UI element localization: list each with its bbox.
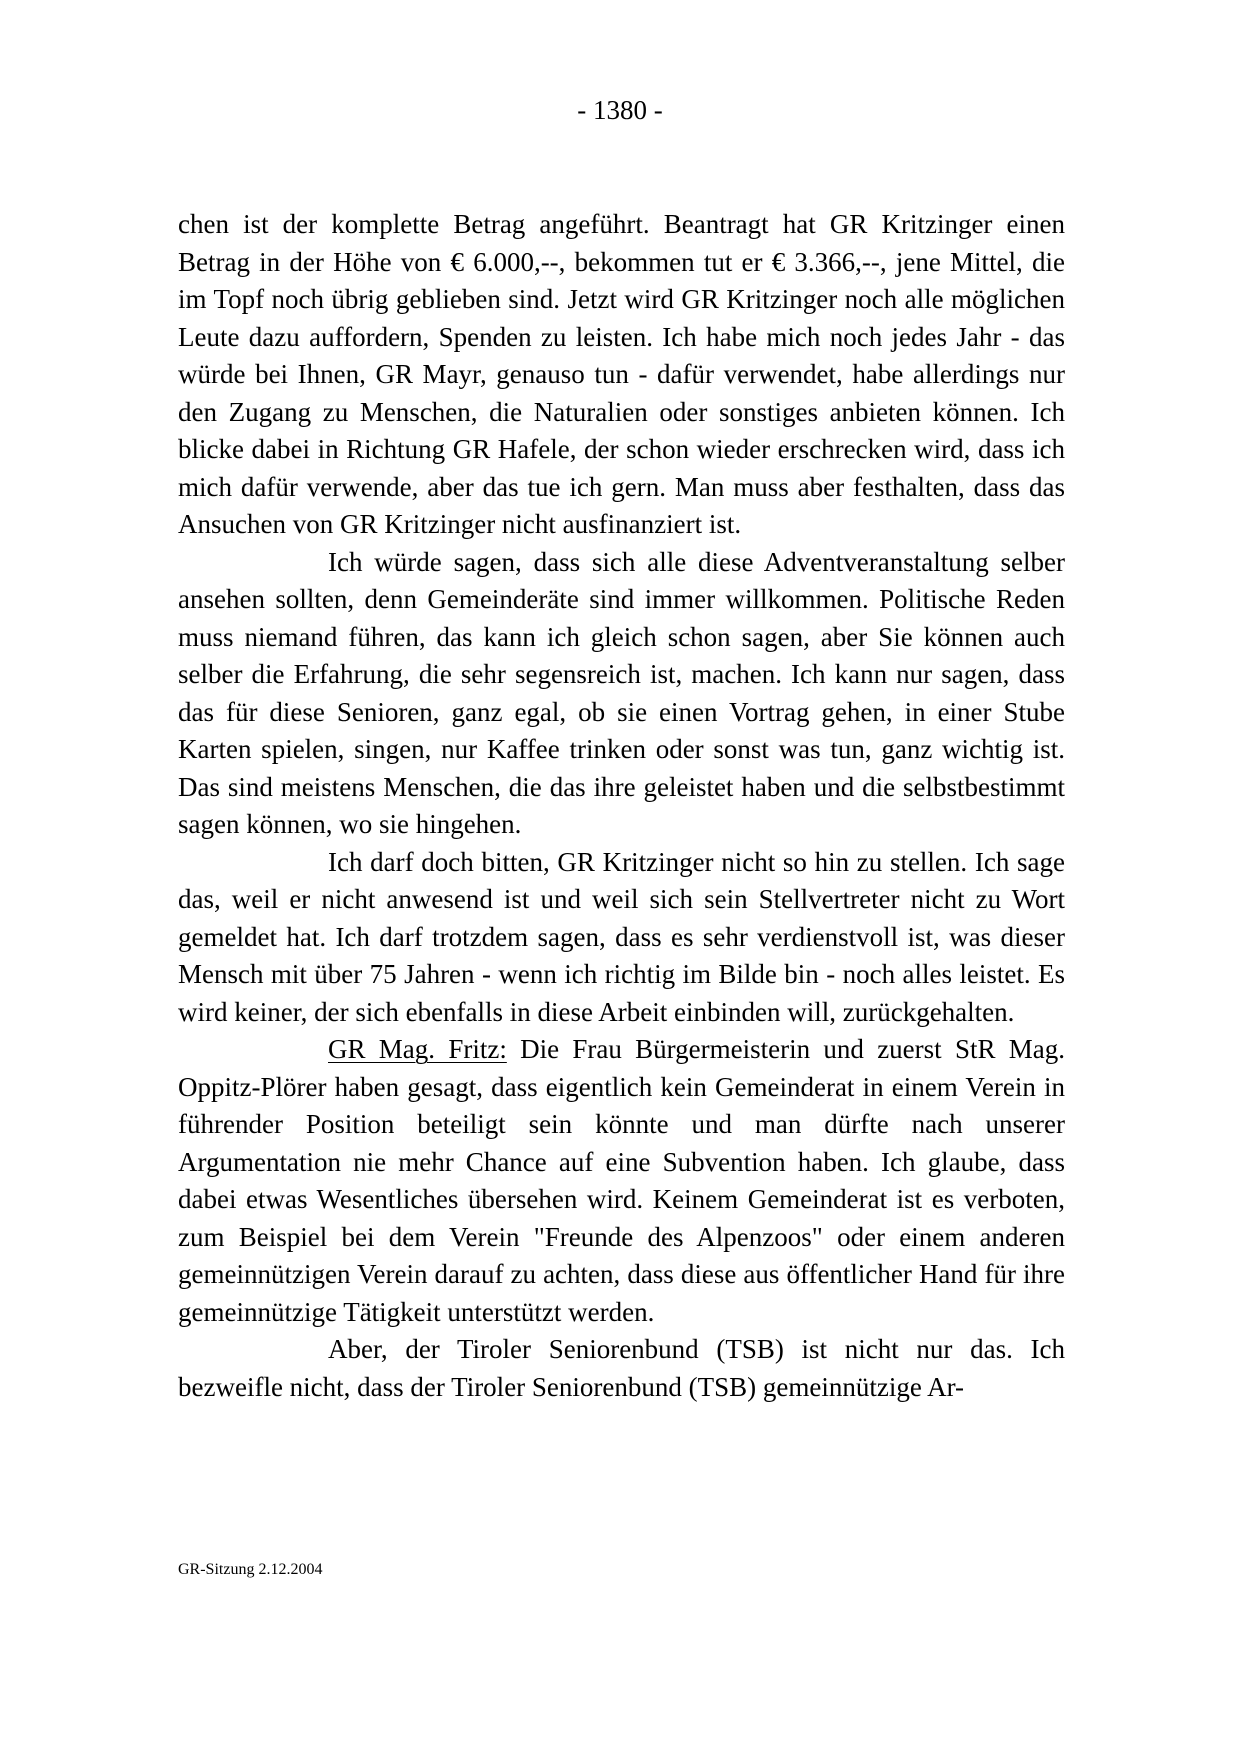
footer-session-date: GR-Sitzung 2.12.2004 bbox=[178, 1561, 323, 1578]
paragraph-3: Ich darf doch bitten, GR Kritzinger nicht so hin zu stellen. Ich sage das, weil er nicht anwesend ist und weil sich sein Stellvertreter nicht zu Wort gemeldet hat. Ich darf trotzdem sagen, dass es sehr verdienstvoll ist, was dieser Mensch mit über 75 Jahren - wenn ich richtig im Bilde bin - noch alles leistet. Es wird keiner, der sich ebenfalls in diese Arbeit einbinden will, zurückgehalten. bbox=[178, 846, 1065, 1027]
page-number: - 1380 - bbox=[577, 95, 663, 125]
paragraph-5: Aber, der Tiroler Seniorenbund (TSB) ist nicht nur das. Ich bezweifle nicht, dass der Tiroler Seniorenbund (TSB) gemeinnützige Ar- bbox=[178, 1334, 1065, 1402]
paragraph-1: chen ist der komplette Betrag angeführt. Beantragt hat GR Kritzinger einen Betrag in der Höhe von € 6.000,--, bekommen tut er € 3.366,--, jene Mittel, die im Topf noch übrig geblieben sind. Jetzt wird GR Kritzinger noch alle möglichen Leute dazu auffordern, Spenden zu leisten. Ich habe mich noch jedes Jahr - das würde bei Ihnen, GR Mayr, genauso tun - dafür verwendet, habe allerdings nur den Zugang zu Menschen, die Naturalien oder sonstiges anbieten können. Ich blicke dabei in Richtung GR Hafele, der schon wieder erschrecken wird, dass ich mich dafür verwende, aber das tue ich gern. Man muss aber festhalten, dass das Ansuchen von GR Kritzinger nicht ausfinanziert ist. bbox=[178, 209, 1065, 539]
paragraph-4 bbox=[178, 1031, 1065, 1331]
paragraph-4-text: Die Frau Bürgermeisterin und zuerst StR Mag. Oppitz-Plörer haben gesagt, dass eigentlich kein Gemeinderat in einem Verein in führender Position beteiligt sein könnte und man dürfte nach unserer Argumentation nie mehr Chance auf eine Subvention haben. Ich glaube, dass dabei etwas Wesentliches übersehen wird. Keinem Gemeinderat ist es verboten, zum Beispiel bei dem Verein "Freunde des Alpenzoos" oder einem anderen gemeinnützigen Verein darauf zu achten, dass diese aus öffentlicher Hand für ihre gemeinnützige Tätigkeit unterstützt werden. bbox=[178, 1034, 1066, 1327]
document-body bbox=[178, 206, 1065, 1406]
paragraph-2: Ich würde sagen, dass sich alle diese Adventveranstaltung selber ansehen sollten, denn Gemeinderäte sind immer willkommen. Politische Reden muss niemand führen, das kann ich gleich schon sagen, aber Sie können auch selber die Erfahrung, die sehr segensreich ist, machen. Ich kann nur sagen, dass das für diese Senioren, ganz egal, ob sie einen Vortrag gehen, in einer Stube Karten spielen, singen, nur Kaffee trinken oder sonst was tun, ganz wichtig ist. Das sind meistens Menschen, die das ihre geleistet haben und die selbstbestimmt sagen können, wo sie hingehen. bbox=[178, 546, 1065, 839]
speaker-name: GR Mag. Fritz: bbox=[328, 1034, 507, 1064]
